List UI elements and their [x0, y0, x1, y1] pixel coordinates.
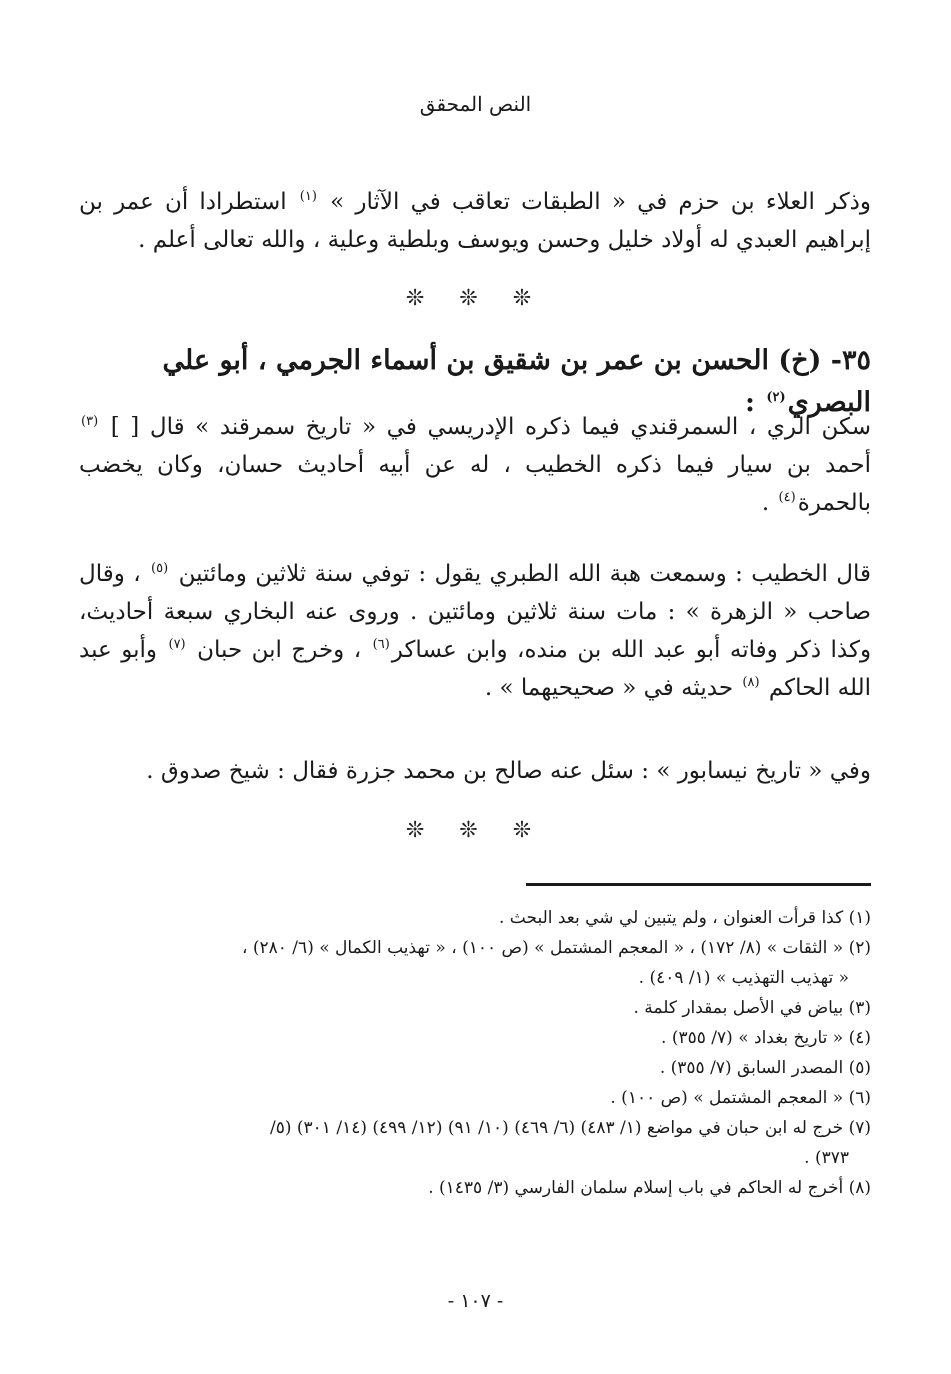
p1-text-b: أحمد بن سيار فيما ذكره الخطيب ، له عن أبيه أحاديث حسان، وكان يخضب بالحمرة — [79, 452, 871, 516]
p2-text-e: حديثه في « صحيحيهما » . — [484, 675, 734, 701]
entry-heading-text: ٣٥- (خ) الحسن بن عمر بن شقيق بن أسماء الجرمي ، أبو علي البصري — [162, 345, 871, 418]
running-header: النص المحقق — [419, 92, 532, 116]
section-separator-2: ❊ ❊ ❊ — [405, 818, 546, 843]
footnote-4: (٤) « تاريخ بغداد » (٧/ ٣٥٥) . — [661, 1028, 871, 1048]
page-number: - ١٠٧ - — [447, 1290, 504, 1312]
footnote-8: (٨) أخرج له الحاكم في باب إسلام سلمان الفارسي (٣/ ١٤٣٥) . — [428, 1178, 871, 1198]
footnote-rule — [526, 883, 871, 886]
footnote-7-cont: ٣٧٣) . — [804, 1148, 849, 1168]
p2-text-a: قال الخطيب : وسمعت هبة الله الطبري يقول : توفي سنة ثلاثين ومائتين — [178, 561, 872, 587]
p2-text-d: وأبو عبد الله الحاكم — [79, 637, 871, 701]
footnote-ref-1: (١) — [299, 189, 317, 205]
footnote-3: (٣) بياض في الأصل بمقدار كلمة . — [633, 998, 871, 1018]
footnote-ref-3: (٣) — [81, 414, 99, 430]
p1-end: . — [761, 490, 770, 516]
footnote-ref-2: (٢) — [766, 390, 786, 405]
footnote-6: (٦) « المعجم المشتمل » (ص ١٠٠) . — [610, 1088, 871, 1108]
entry-paragraph-3: وفي « تاريخ نيسابور » : سئل عنه صالح بن محمد جزرة فقال : شيخ صدوق . — [146, 758, 871, 784]
intro-paragraph — [79, 183, 871, 259]
intro-text-a: وذكر العلاء بن حزم في « الطبقات تعاقب في الآثار » — [330, 189, 872, 215]
footnote-7: (٧) خرج له ابن حبان في مواضع (١/ ٤٨٣) (٦/ ٤٦٩) (١٠/ ٩١) (١٢/ ٤٩٩) (١٤/ ٣٠١) (٥/ — [269, 1118, 871, 1138]
section-separator: ❊ ❊ ❊ — [405, 286, 546, 311]
footnote-1: (١) كذا قرأت العنوان ، ولم يتبين لي شي بعد البحث . — [498, 908, 871, 928]
entry-paragraph-1 — [79, 408, 871, 522]
footnotes-block — [79, 903, 871, 1203]
intro-text-b: استطرادا أن عمر بن إبراهيم العبدي له أولاد خليل وحسن ويوسف وبلطية وعلية ، والله تعالى أعلم . — [79, 189, 871, 253]
p2-text-c: ، وخرج ابن حبان — [197, 637, 362, 663]
footnote-ref-7: (٧) — [168, 637, 186, 653]
footnote-ref-5: (٥) — [151, 561, 169, 577]
footnote-ref-6: (٦) — [372, 637, 390, 653]
footnote-ref-4: (٤) — [778, 490, 796, 506]
footnote-2-cont: « تهذيب التهذيب » (١/ ٤٠٩) . — [638, 968, 849, 988]
p2-text-b: ، وقال صاحب « الزهرة » : مات سنة ثلاثين ومائتين . وروى عنه البخاري سبعة أحاديث، وكذا ذكر وفاته أبو عبد الله بن منده، وابن عساكر — [79, 561, 872, 663]
p1-text-a: سكن الري ، السمرقندي فيما ذكره الإدريسي في « تاريخ سمرقند » قال [ ] — [110, 414, 871, 440]
footnote-2: (٢) « الثقات » (٨/ ١٧٢) ، « المعجم المشتمل » (ص ١٠٠) ، « تهذيب الكمال » (٦/ ٢٨٠) ، — [241, 938, 871, 958]
footnote-5: (٥) المصدر السابق (٧/ ٣٥٥) . — [659, 1058, 871, 1078]
footnote-ref-8: (٨) — [742, 675, 760, 691]
entry-paragraph-2 — [79, 555, 871, 707]
entry-heading-colon: : — [745, 387, 755, 418]
